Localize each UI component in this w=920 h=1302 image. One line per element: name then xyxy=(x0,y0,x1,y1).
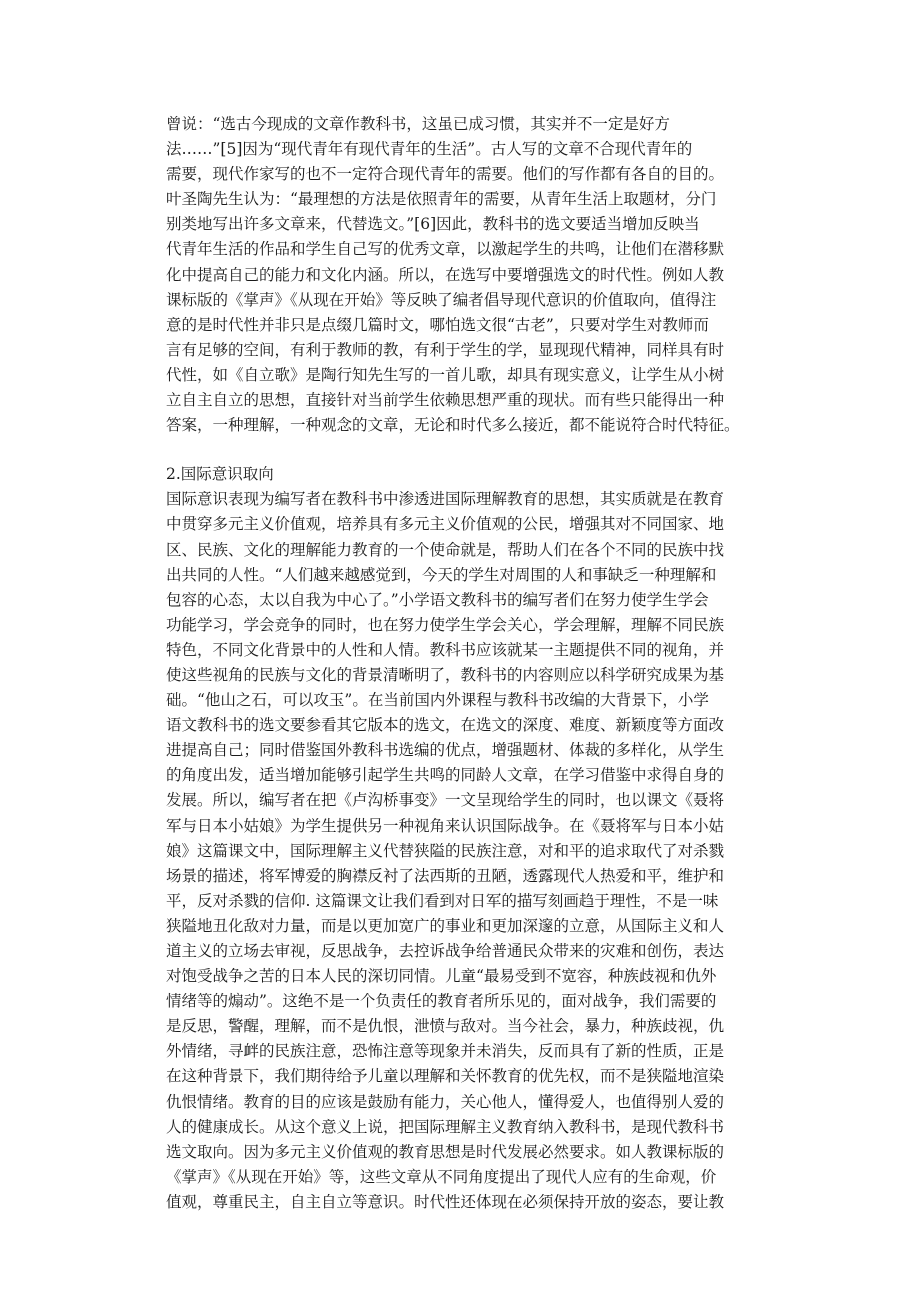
section-heading-international: 2.国际意识取向 xyxy=(166,465,274,484)
paragraph-gap xyxy=(166,438,766,462)
document-body xyxy=(166,112,766,1215)
paragraph-international: 国际意识表现为编写者在教科书中渗透进国际理解教育的思想，其实质就是在教育 中贯穿多元主义价值观，培养具有多元主义价值观的公民，增强其对不同国家、地 区、民族、文化的理解能力教育的一个使命就是，帮助人们在各个不同的民族中找 出共同的人性。“人们越来越感觉到，今天的学生对周围的人和事缺乏一种理解和 包容的心态，太以自我为中心了。”小学语文教科书的编写者们在努力使学生学会 功能学习，学会竞争的同时，也在努力使学生学会关心，学会理解，理解不同民族 特色，不同文化背景中的人性和人情。教科书应该就某一主题提供不同的视角，并 使这些视角的民族与文化的背景清晰明了，教科书的内容则应以科学研究成果为基 础。“他山之石，可以攻玉”。在当前国内外课程与教科书改编的大背景下，小学 语文教科书的选文要参看其它版本的选文，在选文的深度、难度、新颖度等方面改 进提高自己；同时借鉴国外教科书选编的优点，增强题材、体裁的多样化，从学生 的角度出发，适当增加能够引起学生共鸣的同龄人文章，在学习借鉴中求得自身的 发展。所以，编写者在把《卢沟桥事变》一文呈现给学生的同时，也以课文《聂将 军与日本小姑娘》为学生提供另一种视角来认识国际战争。在《聂将军与日本小姑 娘》这篇课文中，国际理解主义代替狭隘的民族注意，对和平的追求取代了对杀戮 场景的描述，将军博爱的胸襟反衬了法西斯的丑陋，透露现代人热爱和平，维护和 平，反对杀戮的信仰. 这篇课文让我们看到对日军的描写刻画趋于理性，不是一味 狭隘地丑化敌对力量，而是以更加宽广的事业和更加深邃的立意，从国际主义和人 道主义的立场去审视，反思战争，去控诉战争给普通民众带来的灾难和创伤，表达 对饱受战争之苦的日本人民的深切同情。儿童“最易受到不宽容，种族歧视和仇外 情绪等的煽动”。这绝不是一个负责任的教育者所乐见的，面对战争，我们需要的 是反思，警醒，理解，而不是仇恨，泄愤与敌对。当今社会，暴力，种族歧视，仇 外情绪，寻衅的民族注意，恐怖注意等现象并未消失，反而具有了新的性质，正是 在这种背景下，我们期待给予儿童以理解和关怀教育的优先权，而不是狭隘地渲染 仇恨情绪。教育的目的应该是鼓励有能力，关心他人，懂得爱人，也值得别人爱的 人的健康成长。从这个意义上说，把国际理解主义教育纳入教科书，是现代教科书 选文取向。因为多元主义价值观的教育思想是时代发展必然要求。如人教课标版的 《掌声》《从现在开始》等，这些文章从不同角度提出了现代人应有的生命观，价 值观，尊重民主，自主自立等意识。时代性还体现在必须保持开放的姿态，要让教 xyxy=(166,490,725,1211)
paragraph-timeliness: 曾说：“选古今现成的文章作教科书，这虽已成习惯，其实并不一定是好方 法……”[5]因为“现代青年有现代青年的生活”。古人写的文章不合现代青年的 需要，现代作家写的也不一定符合现代青年的需要。他们的写作都有各自的目的。 叶圣陶先生认为：“最理想的方法是依照青年的需要，从青年生活上取题材，分门 别类地写出许多文章来，代替选文。”[6]因此，教科书的选文要适当增加反映当 代青年生活的作品和学生自己写的优秀文章，以激起学生的共鸣，让他们在潜移默 化中提高自己的能力和文化内涵。所以，在选写中要增强选文的时代性。例如人教 课标版的《掌声》《从现在开始》等反映了编者倡导现代意识的价值取向，值得注 意的是时代性并非只是点缀几篇时文，哪怕选文很“古老”，只要对学生对教师而 言有足够的空间，有利于教师的教，有利于学生的学，显现现代精神，同样具有时 代性，如《自立歌》是陶行知先生写的一首儿歌，却具有现实意义，让学生从小树 立自主自立的思想，直接针对当前学生依赖思想严重的现状。而有些只能得出一种 答案，一种理解，一种观念的文章，无论和时代多么接近，都不能说符合时代特征。 xyxy=(166,115,740,435)
